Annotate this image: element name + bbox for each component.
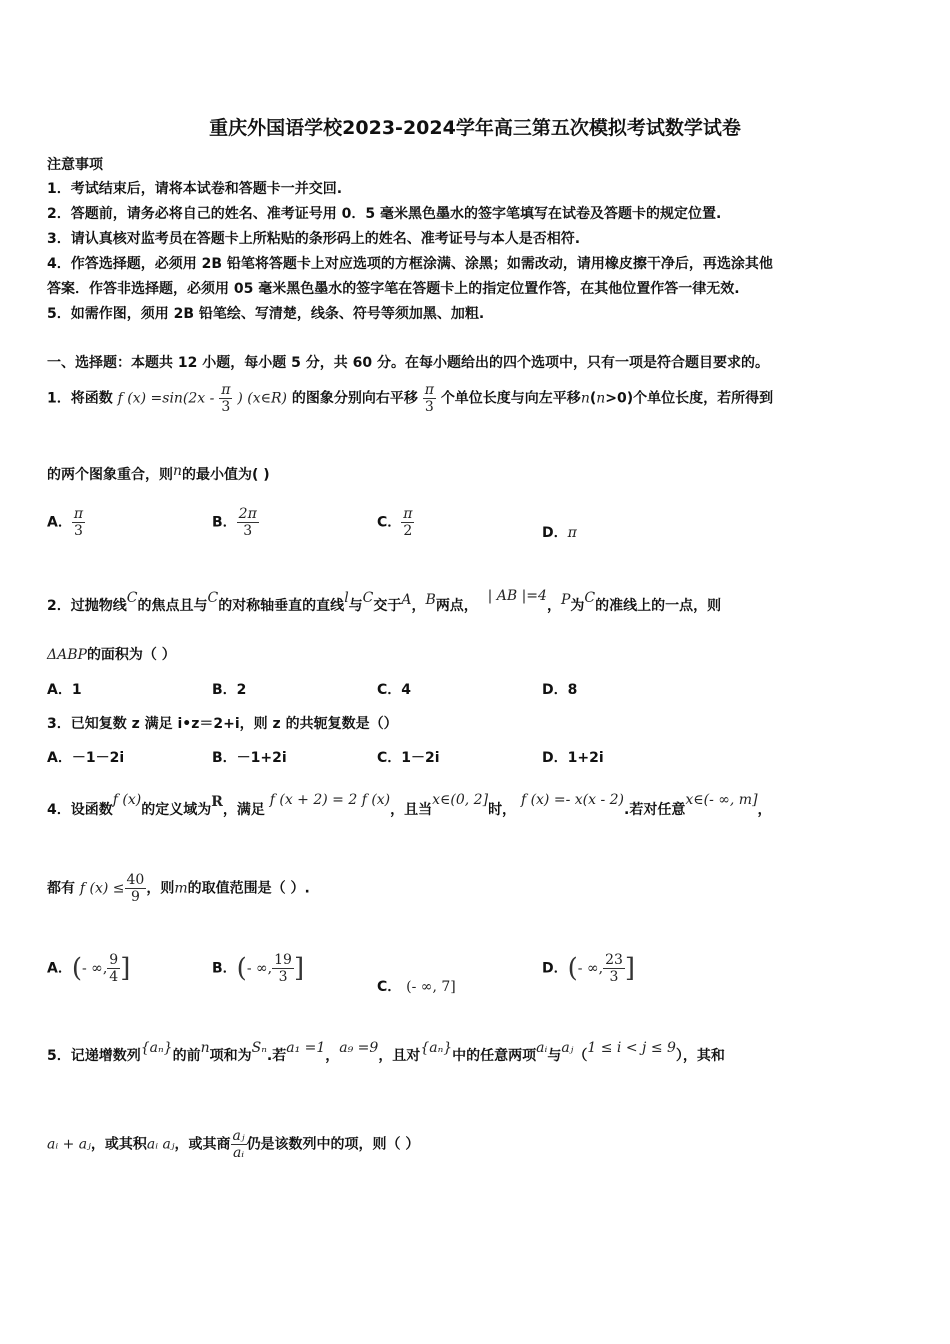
q3-option-a[interactable]: A．－1－2i: [47, 750, 125, 766]
question-1: 1．将函数 f (x) =sin(2x - $\frac{\pi}{3}$ ) (x∈R) 的图象分别向右平移 $\frac{\pi}{3}$ 个单位长度与向左平移n(n>0)个单位长度，若所得到: [47, 382, 774, 415]
notice-item: 答案．作答非选择题，必须用 05 毫米黑色墨水的签字笔在答题卡上的指定位置作答，在其他位置作答一律无效.: [47, 281, 740, 297]
q1-option-d[interactable]: D．π: [542, 525, 577, 541]
q4-option-b[interactable]: B．(- ∞, $\frac{19}{3}$ ]: [212, 952, 305, 985]
notice-item: 1．考试结束后，请将本试卷和答题卡一并交回.: [47, 181, 343, 197]
notice-item: 2．答题前，请务必将自己的姓名、准考证号用 0．5 毫米黑色墨水的签字笔填写在试卷及答题卡的规定位置.: [47, 206, 722, 222]
q1-option-a[interactable]: A． $\frac{\pi}{3}$: [47, 506, 84, 539]
q1-domain: ) (x∈R): [237, 390, 287, 407]
question-3: 3．已知复数 z 满足 i•z＝2+i，则 z 的共轭复数是（）: [47, 716, 398, 732]
notice-item: 4．作答选择题，必须用 2B 铅笔将答题卡上对应选项的方框涂满、涂黑；如需改动，请用橡皮擦干净后，再选涂其他: [47, 256, 773, 272]
q1-option-c[interactable]: C． $\frac{\pi}{2}$: [377, 506, 413, 539]
q3-option-d[interactable]: D．1+2i: [542, 750, 604, 766]
question-1-cont: 的两个图象重合，则n的最小值为( ): [47, 463, 270, 483]
q4-option-d[interactable]: D．(- ∞, $\frac{23}{3}$ ]: [542, 952, 636, 985]
q2-option-a[interactable]: A．1: [47, 682, 82, 698]
q2-option-b[interactable]: B．2: [212, 682, 247, 698]
q1-text: 1．将函数: [47, 390, 113, 407]
q2-option-d[interactable]: D．8: [542, 682, 578, 698]
q4-option-a[interactable]: A．(- ∞, $\frac{9}{4}$ ]: [47, 952, 131, 985]
question-5: 5．记递增数列{aₙ}的前n项和为Sₙ.若a₁ =1，a₉ =9，且对{aₙ}中的任意两项aᵢ与aⱼ（1 ≤ i < j ≤ 9），其和: [47, 1040, 725, 1064]
q1-shift-fraction: $\frac{\pi}{3}$: [424, 382, 434, 415]
notice-heading: 注意事项: [47, 157, 103, 173]
section-heading: 一、选择题：本题共 12 小题，每小题 5 分，共 60 分。在每小题给出的四个选项中，只有一项是符合题目要求的。: [47, 355, 769, 371]
q1-option-b[interactable]: B． $\frac{2\pi}{3}$: [212, 506, 257, 539]
question-2: 2．过抛物线C的焦点且与C的对称轴垂直的直线l与C交于A，B两点， | AB |=4，P为C的准线上的一点，则: [47, 588, 722, 614]
q4-option-c[interactable]: C． (- ∞, 7]: [377, 979, 456, 995]
question-4-cont: 都有 f (x) ≤ $\frac{40}{9}$ ，则m的取值范围是（ ）.: [47, 872, 310, 905]
q1-fraction: $\frac{\pi}{3}$: [221, 382, 231, 415]
notice-item: 5．如需作图，须用 2B 铅笔绘、写清楚，线条、符号等须加黑、加粗.: [47, 306, 485, 322]
notice-item: 3．请认真核对监考员在答题卡上所粘贴的条形码上的姓名、准考证号与本人是否相符.: [47, 231, 581, 247]
q2-option-c[interactable]: C．4: [377, 682, 412, 698]
q1-function: f (x) =sin(2x -: [117, 390, 215, 407]
q3-option-b[interactable]: B．－1+2i: [212, 750, 287, 766]
question-2-cont: ΔABP的面积为（ ）: [47, 647, 176, 663]
page-title: 重庆外国语学校2023-2024学年高三第五次模拟考试数学试卷: [209, 117, 741, 139]
question-4: 4．设函数f (x)的定义域为R，满足 f (x + 2) = 2 f (x)，且当x∈(0, 2]时， f (x) =- x(x - 2).若对任意x∈(- ∞, m]，: [47, 792, 772, 818]
q3-option-c[interactable]: C．1－2i: [377, 750, 440, 766]
question-5-cont: aᵢ + aⱼ，或其积aᵢ aⱼ，或其商 $\frac{\text{aⱼ}}{\text{aᵢ}}$ 仍是该数列中的项，则（ ）: [47, 1128, 420, 1161]
